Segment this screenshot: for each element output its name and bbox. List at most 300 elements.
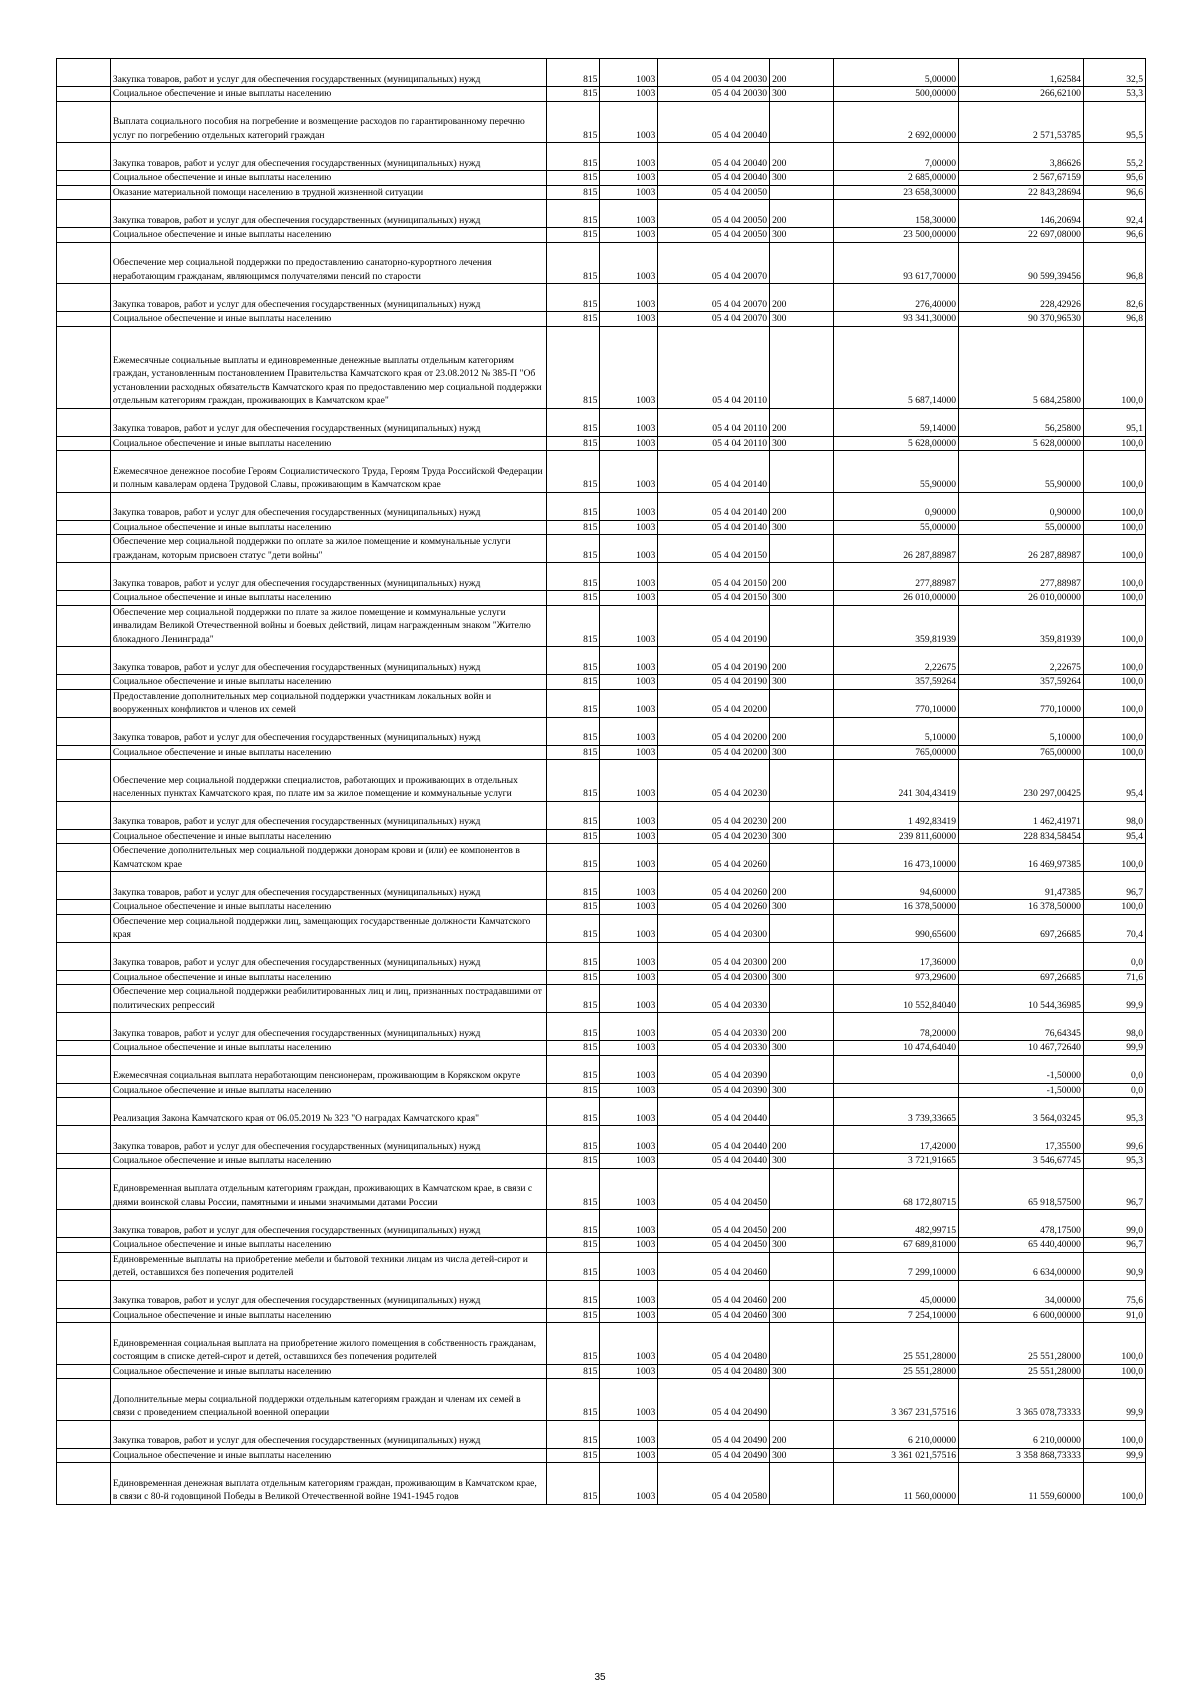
table-row xyxy=(57,1126,1146,1154)
row-admin-code: 815 xyxy=(546,1154,600,1169)
empty-cell xyxy=(57,801,111,829)
row-percent: 95,1 xyxy=(1083,408,1145,436)
row-name: Закупка товаров, работ и услуг для обеспечения государственных (муниципальных) нужд xyxy=(110,59,546,87)
row-section-code: 1003 xyxy=(600,745,658,760)
row-name: Социальное обеспечение и иные выплаты населению xyxy=(110,1154,546,1169)
row-expense-type: 300 xyxy=(770,171,834,186)
row-section-code: 1003 xyxy=(600,872,658,900)
row-admin-code: 815 xyxy=(546,745,600,760)
row-section-code: 1003 xyxy=(600,563,658,591)
row-name: Социальное обеспечение и иные выплаты населению xyxy=(110,1364,546,1379)
row-plan-value: 770,10000 xyxy=(834,689,959,717)
row-name: Закупка товаров, работ и услуг для обеспечения государственных (муниципальных) нужд xyxy=(110,1126,546,1154)
table-row xyxy=(57,1083,1146,1098)
row-name: Социальное обеспечение и иные выплаты населению xyxy=(110,745,546,760)
row-percent: 95,4 xyxy=(1083,829,1145,844)
row-admin-code: 815 xyxy=(546,451,600,493)
table-body xyxy=(57,59,1146,1505)
row-name: Выплата социального пособия на погребение и возмещение расходов по гарантированному перечню услуг по погребению отдельных категорий граждан xyxy=(110,101,546,143)
row-fact-value: 91,47385 xyxy=(959,872,1084,900)
table-row xyxy=(57,745,1146,760)
row-fact-value: 22 843,28694 xyxy=(959,185,1084,200)
row-name: Оказание материальной помощи населению в трудной жизненной ситуации xyxy=(110,185,546,200)
row-target-code: 05 4 04 20490 xyxy=(658,1379,770,1421)
row-fact-value: 3,86626 xyxy=(959,143,1084,171)
row-expense-type: 200 xyxy=(770,872,834,900)
row-section-code: 1003 xyxy=(600,1323,658,1365)
row-fact-value: 3 546,67745 xyxy=(959,1154,1084,1169)
row-target-code: 05 4 04 20140 xyxy=(658,520,770,535)
row-fact-value: 697,26685 xyxy=(959,970,1084,985)
row-target-code: 05 4 04 20390 xyxy=(658,1055,770,1083)
empty-cell xyxy=(57,1420,111,1448)
row-expense-type xyxy=(770,1055,834,1083)
empty-cell xyxy=(57,312,111,327)
row-target-code: 05 4 04 20070 xyxy=(658,242,770,284)
row-percent: 95,3 xyxy=(1083,1098,1145,1126)
row-expense-type: 200 xyxy=(770,647,834,675)
row-target-code: 05 4 04 20440 xyxy=(658,1126,770,1154)
row-section-code: 1003 xyxy=(600,101,658,143)
row-admin-code: 815 xyxy=(546,872,600,900)
row-expense-type: 200 xyxy=(770,1280,834,1308)
row-admin-code: 815 xyxy=(546,171,600,186)
row-admin-code: 815 xyxy=(546,59,600,87)
row-section-code: 1003 xyxy=(600,1448,658,1463)
row-percent: 100,0 xyxy=(1083,591,1145,606)
row-plan-value: 45,00000 xyxy=(834,1280,959,1308)
row-expense-type: 200 xyxy=(770,408,834,436)
row-admin-code: 815 xyxy=(546,1463,600,1505)
row-section-code: 1003 xyxy=(600,1083,658,1098)
row-section-code: 1003 xyxy=(600,1126,658,1154)
row-expense-type: 300 xyxy=(770,829,834,844)
empty-cell xyxy=(57,1154,111,1169)
row-percent: 71,6 xyxy=(1083,970,1145,985)
row-fact-value: 357,59264 xyxy=(959,675,1084,690)
table-row xyxy=(57,143,1146,171)
row-admin-code: 815 xyxy=(546,1379,600,1421)
table-row xyxy=(57,492,1146,520)
row-admin-code: 815 xyxy=(546,689,600,717)
row-section-code: 1003 xyxy=(600,1252,658,1280)
row-admin-code: 815 xyxy=(546,1126,600,1154)
row-expense-type: 200 xyxy=(770,59,834,87)
row-admin-code: 815 xyxy=(546,200,600,228)
row-admin-code: 815 xyxy=(546,1168,600,1210)
row-admin-code: 815 xyxy=(546,801,600,829)
row-plan-value: 241 304,43419 xyxy=(834,760,959,802)
table-row xyxy=(57,408,1146,436)
row-fact-value: 3 358 868,73333 xyxy=(959,1448,1084,1463)
row-fact-value: 230 297,00425 xyxy=(959,760,1084,802)
row-name: Социальное обеспечение и иные выплаты населению xyxy=(110,520,546,535)
row-name: Закупка товаров, работ и услуг для обеспечения государственных (муниципальных) нужд xyxy=(110,647,546,675)
row-percent: 96,8 xyxy=(1083,312,1145,327)
row-expense-type xyxy=(770,1379,834,1421)
row-section-code: 1003 xyxy=(600,87,658,102)
row-percent: 99,6 xyxy=(1083,1126,1145,1154)
row-section-code: 1003 xyxy=(600,1280,658,1308)
row-section-code: 1003 xyxy=(600,647,658,675)
empty-cell xyxy=(57,171,111,186)
empty-cell xyxy=(57,228,111,243)
empty-cell xyxy=(57,101,111,143)
row-name: Социальное обеспечение и иные выплаты населению xyxy=(110,171,546,186)
row-fact-value: 26 287,88987 xyxy=(959,535,1084,563)
empty-cell xyxy=(57,829,111,844)
table-row xyxy=(57,760,1146,802)
table-row xyxy=(57,1280,1146,1308)
row-admin-code: 815 xyxy=(546,1238,600,1253)
table-row xyxy=(57,185,1146,200)
row-section-code: 1003 xyxy=(600,1364,658,1379)
row-section-code: 1003 xyxy=(600,408,658,436)
empty-cell xyxy=(57,900,111,915)
table-row xyxy=(57,675,1146,690)
table-row xyxy=(57,1154,1146,1169)
row-percent: 90,9 xyxy=(1083,1252,1145,1280)
row-section-code: 1003 xyxy=(600,985,658,1013)
table-row xyxy=(57,436,1146,451)
row-fact-value: 25 551,28000 xyxy=(959,1364,1084,1379)
empty-cell xyxy=(57,717,111,745)
table-row xyxy=(57,1098,1146,1126)
row-plan-value: 93 617,70000 xyxy=(834,242,959,284)
row-admin-code: 815 xyxy=(546,970,600,985)
row-target-code: 05 4 04 20040 xyxy=(658,101,770,143)
empty-cell xyxy=(57,185,111,200)
row-admin-code: 815 xyxy=(546,408,600,436)
row-section-code: 1003 xyxy=(600,492,658,520)
row-expense-type: 300 xyxy=(770,87,834,102)
row-target-code: 05 4 04 20040 xyxy=(658,171,770,186)
row-name: Социальное обеспечение и иные выплаты населению xyxy=(110,675,546,690)
row-percent: 100,0 xyxy=(1083,689,1145,717)
row-expense-type xyxy=(770,535,834,563)
row-admin-code: 815 xyxy=(546,1098,600,1126)
row-fact-value: 65 440,40000 xyxy=(959,1238,1084,1253)
row-expense-type: 200 xyxy=(770,1013,834,1041)
table-row xyxy=(57,171,1146,186)
row-fact-value: 6 210,00000 xyxy=(959,1420,1084,1448)
row-percent: 100,0 xyxy=(1083,1463,1145,1505)
row-target-code: 05 4 04 20190 xyxy=(658,605,770,647)
row-expense-type: 200 xyxy=(770,200,834,228)
row-target-code: 05 4 04 20200 xyxy=(658,689,770,717)
row-target-code: 05 4 04 20110 xyxy=(658,436,770,451)
table-row xyxy=(57,1379,1146,1421)
row-name: Обеспечение мер социальной поддержки специалистов, работающих и проживающих в отдельных населенных пунктах Камчатского края, по плате им за жилое помещение и коммунальные услуги xyxy=(110,760,546,802)
row-expense-type xyxy=(770,760,834,802)
row-percent: 82,6 xyxy=(1083,284,1145,312)
row-plan-value: 25 551,28000 xyxy=(834,1364,959,1379)
row-fact-value: 2 571,53785 xyxy=(959,101,1084,143)
row-plan-value: 59,14000 xyxy=(834,408,959,436)
table-row xyxy=(57,520,1146,535)
row-target-code: 05 4 04 20480 xyxy=(658,1364,770,1379)
row-admin-code: 815 xyxy=(546,900,600,915)
row-plan-value: 23 500,00000 xyxy=(834,228,959,243)
row-fact-value: 359,81939 xyxy=(959,605,1084,647)
row-target-code: 05 4 04 20460 xyxy=(658,1252,770,1280)
row-target-code: 05 4 04 20070 xyxy=(658,312,770,327)
row-admin-code: 815 xyxy=(546,1420,600,1448)
row-expense-type: 300 xyxy=(770,228,834,243)
row-target-code: 05 4 04 20200 xyxy=(658,745,770,760)
row-admin-code: 815 xyxy=(546,829,600,844)
row-plan-value: 3 361 021,57516 xyxy=(834,1448,959,1463)
row-admin-code: 815 xyxy=(546,914,600,942)
row-name: Обеспечение мер социальной поддержки лиц, замещающих государственные должности Камчатского края xyxy=(110,914,546,942)
row-section-code: 1003 xyxy=(600,1420,658,1448)
row-expense-type: 200 xyxy=(770,1420,834,1448)
row-admin-code: 815 xyxy=(546,312,600,327)
row-percent: 100,0 xyxy=(1083,900,1145,915)
row-plan-value: 25 551,28000 xyxy=(834,1323,959,1365)
row-expense-type xyxy=(770,689,834,717)
row-name: Закупка товаров, работ и услуг для обеспечения государственных (муниципальных) нужд xyxy=(110,563,546,591)
row-fact-value: 0,90000 xyxy=(959,492,1084,520)
row-plan-value: 16 378,50000 xyxy=(834,900,959,915)
row-expense-type: 300 xyxy=(770,436,834,451)
empty-cell xyxy=(57,563,111,591)
row-admin-code: 815 xyxy=(546,844,600,872)
row-name: Социальное обеспечение и иные выплаты населению xyxy=(110,1083,546,1098)
row-fact-value: 25 551,28000 xyxy=(959,1323,1084,1365)
row-plan-value: 3 367 231,57516 xyxy=(834,1379,959,1421)
table-row xyxy=(57,451,1146,493)
table-row xyxy=(57,844,1146,872)
empty-cell xyxy=(57,985,111,1013)
row-percent: 32,5 xyxy=(1083,59,1145,87)
row-fact-value: 10 467,72640 xyxy=(959,1041,1084,1056)
table-row xyxy=(57,1308,1146,1323)
table-row xyxy=(57,591,1146,606)
row-plan-value: 68 172,80715 xyxy=(834,1168,959,1210)
row-expense-type: 200 xyxy=(770,717,834,745)
row-name: Единовременная денежная выплата отдельным категориям граждан, проживающим в Камчатском крае, в связи с 80-й годовщиной Победы в Великой Отечественной войне 1941-1945 годов xyxy=(110,1463,546,1505)
table-row xyxy=(57,200,1146,228)
row-admin-code: 815 xyxy=(546,242,600,284)
row-section-code: 1003 xyxy=(600,171,658,186)
row-section-code: 1003 xyxy=(600,1168,658,1210)
row-expense-type: 300 xyxy=(770,675,834,690)
row-expense-type xyxy=(770,101,834,143)
row-expense-type xyxy=(770,605,834,647)
table-row xyxy=(57,1210,1146,1238)
row-target-code: 05 4 04 20150 xyxy=(658,535,770,563)
row-fact-value xyxy=(959,942,1084,970)
row-fact-value: 10 544,36985 xyxy=(959,985,1084,1013)
row-expense-type: 300 xyxy=(770,1083,834,1098)
row-target-code: 05 4 04 20330 xyxy=(658,1013,770,1041)
table-row xyxy=(57,829,1146,844)
row-target-code: 05 4 04 20450 xyxy=(658,1210,770,1238)
empty-cell xyxy=(57,492,111,520)
row-plan-value: 10 474,64040 xyxy=(834,1041,959,1056)
empty-cell xyxy=(57,59,111,87)
row-plan-value: 16 473,10000 xyxy=(834,844,959,872)
row-expense-type xyxy=(770,326,834,408)
row-fact-value: 2,22675 xyxy=(959,647,1084,675)
row-plan-value: 5,00000 xyxy=(834,59,959,87)
row-name: Закупка товаров, работ и услуг для обеспечения государственных (муниципальных) нужд xyxy=(110,143,546,171)
table-row xyxy=(57,1013,1146,1041)
row-expense-type xyxy=(770,1463,834,1505)
row-target-code: 05 4 04 20300 xyxy=(658,942,770,970)
row-name: Закупка товаров, работ и услуг для обеспечения государственных (муниципальных) нужд xyxy=(110,801,546,829)
table-row xyxy=(57,605,1146,647)
row-section-code: 1003 xyxy=(600,1210,658,1238)
row-name: Закупка товаров, работ и услуг для обеспечения государственных (муниципальных) нужд xyxy=(110,200,546,228)
row-target-code: 05 4 04 20480 xyxy=(658,1323,770,1365)
empty-cell xyxy=(57,760,111,802)
row-plan-value: 357,59264 xyxy=(834,675,959,690)
row-target-code: 05 4 04 20260 xyxy=(658,900,770,915)
row-expense-type: 300 xyxy=(770,900,834,915)
empty-cell xyxy=(57,970,111,985)
row-plan-value: 2,22675 xyxy=(834,647,959,675)
table-row xyxy=(57,59,1146,87)
row-expense-type xyxy=(770,844,834,872)
empty-cell xyxy=(57,1323,111,1365)
row-fact-value: -1,50000 xyxy=(959,1055,1084,1083)
row-expense-type: 300 xyxy=(770,1238,834,1253)
row-fact-value: 90 599,39456 xyxy=(959,242,1084,284)
row-plan-value: 7 254,10000 xyxy=(834,1308,959,1323)
row-target-code: 05 4 04 20260 xyxy=(658,872,770,900)
row-expense-type: 300 xyxy=(770,1308,834,1323)
row-admin-code: 815 xyxy=(546,492,600,520)
row-target-code: 05 4 04 20140 xyxy=(658,451,770,493)
row-percent: 100,0 xyxy=(1083,451,1145,493)
row-fact-value: 34,00000 xyxy=(959,1280,1084,1308)
row-fact-value: 3 564,03245 xyxy=(959,1098,1084,1126)
row-expense-type xyxy=(770,1323,834,1365)
row-target-code: 05 4 04 20390 xyxy=(658,1083,770,1098)
empty-cell xyxy=(57,914,111,942)
row-percent: 95,4 xyxy=(1083,760,1145,802)
row-admin-code: 815 xyxy=(546,1041,600,1056)
row-section-code: 1003 xyxy=(600,451,658,493)
empty-cell xyxy=(57,242,111,284)
row-percent: 96,7 xyxy=(1083,1238,1145,1253)
empty-cell xyxy=(57,1126,111,1154)
row-plan-value: 5 628,00000 xyxy=(834,436,959,451)
row-percent: 96,6 xyxy=(1083,228,1145,243)
row-target-code: 05 4 04 20460 xyxy=(658,1308,770,1323)
row-section-code: 1003 xyxy=(600,970,658,985)
row-expense-type: 300 xyxy=(770,1154,834,1169)
row-section-code: 1003 xyxy=(600,1154,658,1169)
row-section-code: 1003 xyxy=(600,844,658,872)
row-name: Закупка товаров, работ и услуг для обеспечения государственных (муниципальных) нужд xyxy=(110,872,546,900)
row-admin-code: 815 xyxy=(546,1055,600,1083)
row-section-code: 1003 xyxy=(600,228,658,243)
row-expense-type xyxy=(770,1168,834,1210)
empty-cell xyxy=(57,1083,111,1098)
row-target-code: 05 4 04 20330 xyxy=(658,985,770,1013)
row-percent: 55,2 xyxy=(1083,143,1145,171)
row-percent: 0,0 xyxy=(1083,942,1145,970)
row-target-code: 05 4 04 20260 xyxy=(658,844,770,872)
row-target-code: 05 4 04 20490 xyxy=(658,1448,770,1463)
row-percent: 92,4 xyxy=(1083,200,1145,228)
table-row xyxy=(57,970,1146,985)
table-row xyxy=(57,1448,1146,1463)
row-target-code: 05 4 04 20460 xyxy=(658,1280,770,1308)
empty-cell xyxy=(57,1379,111,1421)
row-name: Закупка товаров, работ и услуг для обеспечения государственных (муниципальных) нужд xyxy=(110,492,546,520)
row-name: Закупка товаров, работ и услуг для обеспечения государственных (муниципальных) нужд xyxy=(110,1280,546,1308)
row-target-code: 05 4 04 20070 xyxy=(658,284,770,312)
row-plan-value: 55,90000 xyxy=(834,451,959,493)
row-section-code: 1003 xyxy=(600,143,658,171)
row-percent: 96,7 xyxy=(1083,1168,1145,1210)
row-percent: 91,0 xyxy=(1083,1308,1145,1323)
row-fact-value: 65 918,57500 xyxy=(959,1168,1084,1210)
table-row xyxy=(57,1323,1146,1365)
row-fact-value: 770,10000 xyxy=(959,689,1084,717)
row-target-code: 05 4 04 20230 xyxy=(658,829,770,844)
table-row xyxy=(57,985,1146,1013)
row-percent: 100,0 xyxy=(1083,675,1145,690)
row-expense-type: 300 xyxy=(770,1448,834,1463)
empty-cell xyxy=(57,1280,111,1308)
empty-cell xyxy=(57,1463,111,1505)
row-fact-value: 697,26685 xyxy=(959,914,1084,942)
row-target-code: 05 4 04 20230 xyxy=(658,760,770,802)
row-percent: 99,9 xyxy=(1083,985,1145,1013)
row-expense-type: 200 xyxy=(770,284,834,312)
row-percent: 96,8 xyxy=(1083,242,1145,284)
row-percent: 53,3 xyxy=(1083,87,1145,102)
row-percent: 100,0 xyxy=(1083,535,1145,563)
row-plan-value: 23 658,30000 xyxy=(834,185,959,200)
table-row xyxy=(57,87,1146,102)
row-admin-code: 815 xyxy=(546,1083,600,1098)
row-fact-value: 55,90000 xyxy=(959,451,1084,493)
row-plan-value: 482,99715 xyxy=(834,1210,959,1238)
row-admin-code: 815 xyxy=(546,1448,600,1463)
row-expense-type: 300 xyxy=(770,1364,834,1379)
empty-cell xyxy=(57,844,111,872)
row-admin-code: 815 xyxy=(546,1210,600,1238)
row-fact-value: 6 634,00000 xyxy=(959,1252,1084,1280)
row-expense-type: 300 xyxy=(770,745,834,760)
row-admin-code: 815 xyxy=(546,1308,600,1323)
row-name: Социальное обеспечение и иные выплаты населению xyxy=(110,900,546,915)
row-expense-type xyxy=(770,242,834,284)
row-section-code: 1003 xyxy=(600,689,658,717)
row-admin-code: 815 xyxy=(546,228,600,243)
row-admin-code: 815 xyxy=(546,1323,600,1365)
row-fact-value: 266,62100 xyxy=(959,87,1084,102)
row-target-code: 05 4 04 20490 xyxy=(658,1420,770,1448)
row-percent: 98,0 xyxy=(1083,801,1145,829)
row-name: Единовременная социальная выплата на приобретение жилого помещения в собственность гражданам, состоящим в списке детей-сирот и детей, оставшихся без попечения родителей xyxy=(110,1323,546,1365)
row-section-code: 1003 xyxy=(600,1055,658,1083)
row-section-code: 1003 xyxy=(600,760,658,802)
row-name: Предоставление дополнительных мер социальной поддержки участникам локальных войн и вооруженных конфликтов и членов их семей xyxy=(110,689,546,717)
row-percent: 100,0 xyxy=(1083,563,1145,591)
row-admin-code: 815 xyxy=(546,535,600,563)
empty-cell xyxy=(57,1448,111,1463)
row-section-code: 1003 xyxy=(600,829,658,844)
row-plan-value: 500,00000 xyxy=(834,87,959,102)
row-fact-value: -1,50000 xyxy=(959,1083,1084,1098)
